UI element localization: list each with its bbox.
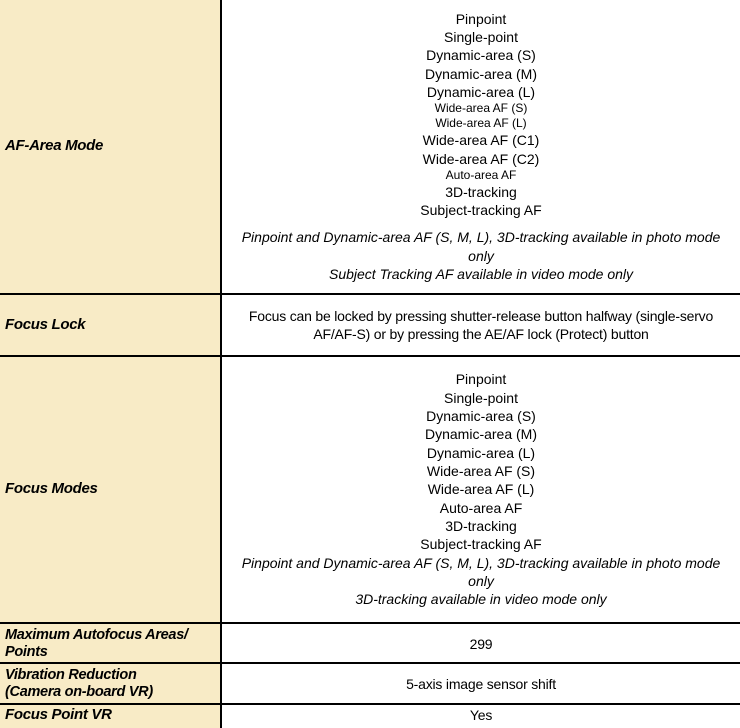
mode-notes	[234, 554, 728, 609]
focus-point-vr-label	[0, 705, 222, 728]
row-focus-point-vr	[0, 703, 740, 723]
focus-lock-label	[0, 295, 222, 355]
max-autofocus-points-number: 299	[469, 635, 493, 652]
focus-lock-value	[222, 295, 740, 355]
mode-line: Auto-area AF	[439, 499, 523, 516]
note-video-restriction: 3D-tracking available in video mode only	[355, 591, 607, 608]
row-focus-modes	[0, 355, 740, 622]
focus-lock-description: Focus can be locked by pressing shutter-release button halfway (single-servo AF/AF-S) or by pressing the AE/AF lock (Protect) button	[248, 307, 714, 342]
af-area-mode-label	[0, 0, 222, 293]
note-photo-restriction: Pinpoint and Dynamic-area AF (S, M, L), 3D-tracking available in photo mode only	[241, 554, 721, 589]
row-label-text: Focus Point VR	[5, 706, 112, 723]
focus-point-vr-value	[222, 705, 740, 728]
mode-line: Dynamic-area (L)	[426, 83, 536, 100]
vibration-reduction-text: 5-axis image sensor shift	[406, 675, 556, 692]
focus-modes-value	[222, 357, 740, 622]
mode-line: 3D-tracking	[445, 183, 517, 200]
mode-line: Wide-area AF (C1)	[422, 132, 540, 149]
mode-line: Wide-area AF (S)	[434, 101, 528, 116]
mode-line: Dynamic-area (M)	[424, 65, 537, 82]
mode-line: Dynamic-area (L)	[426, 444, 536, 461]
mode-line: 3D-tracking	[445, 517, 517, 534]
af-area-mode-value	[222, 0, 740, 293]
focus-point-vr-text: Yes	[469, 707, 493, 723]
focus-modes-label	[0, 357, 222, 622]
mode-line: Single-point	[444, 28, 518, 45]
mode-line: Pinpoint	[455, 10, 507, 27]
row-label-text: Focus Lock	[5, 315, 86, 333]
mode-line: Pinpoint	[455, 371, 507, 388]
mode-line: Single-point	[444, 389, 518, 406]
row-max-autofocus-points	[0, 622, 740, 662]
row-vibration-reduction	[0, 662, 740, 703]
row-label-line1: Maximum Autofocus Areas/	[5, 627, 188, 643]
vibration-reduction-value	[222, 664, 740, 704]
mode-line: Wide-area AF (L)	[427, 481, 535, 498]
max-autofocus-points-value	[222, 624, 740, 664]
note-photo-restriction: Pinpoint and Dynamic-area AF (S, M, L), 3D-tracking available in photo mode only	[241, 229, 721, 264]
row-focus-lock	[0, 293, 740, 355]
mode-line: Dynamic-area (M)	[424, 426, 537, 443]
mode-line: Auto-area AF	[445, 167, 517, 182]
row-label-text: Focus Modes	[5, 480, 98, 498]
max-autofocus-points-label	[0, 624, 222, 664]
row-label-line2: Points	[5, 644, 48, 661]
mode-line: Wide-area AF (S)	[426, 463, 536, 479]
row-label-line2: (Camera on-board VR)	[5, 684, 153, 701]
vibration-reduction-label	[0, 664, 222, 704]
row-label-text: AF-Area Mode	[5, 137, 104, 155]
mode-line: Wide-area AF (L)	[435, 116, 527, 131]
mode-line: Subject-tracking AF	[420, 202, 542, 219]
mode-notes	[234, 228, 728, 283]
mode-line: Subject-tracking AF	[420, 536, 542, 553]
mode-line: Wide-area AF (C2)	[422, 150, 540, 167]
row-af-area-mode	[0, 0, 740, 293]
note-video-restriction: Subject Tracking AF available in video mode only	[328, 266, 633, 283]
row-label-line1: Vibration Reduction	[5, 667, 137, 683]
mode-line: Dynamic-area (S)	[426, 47, 536, 64]
mode-line: Dynamic-area (S)	[426, 408, 536, 425]
